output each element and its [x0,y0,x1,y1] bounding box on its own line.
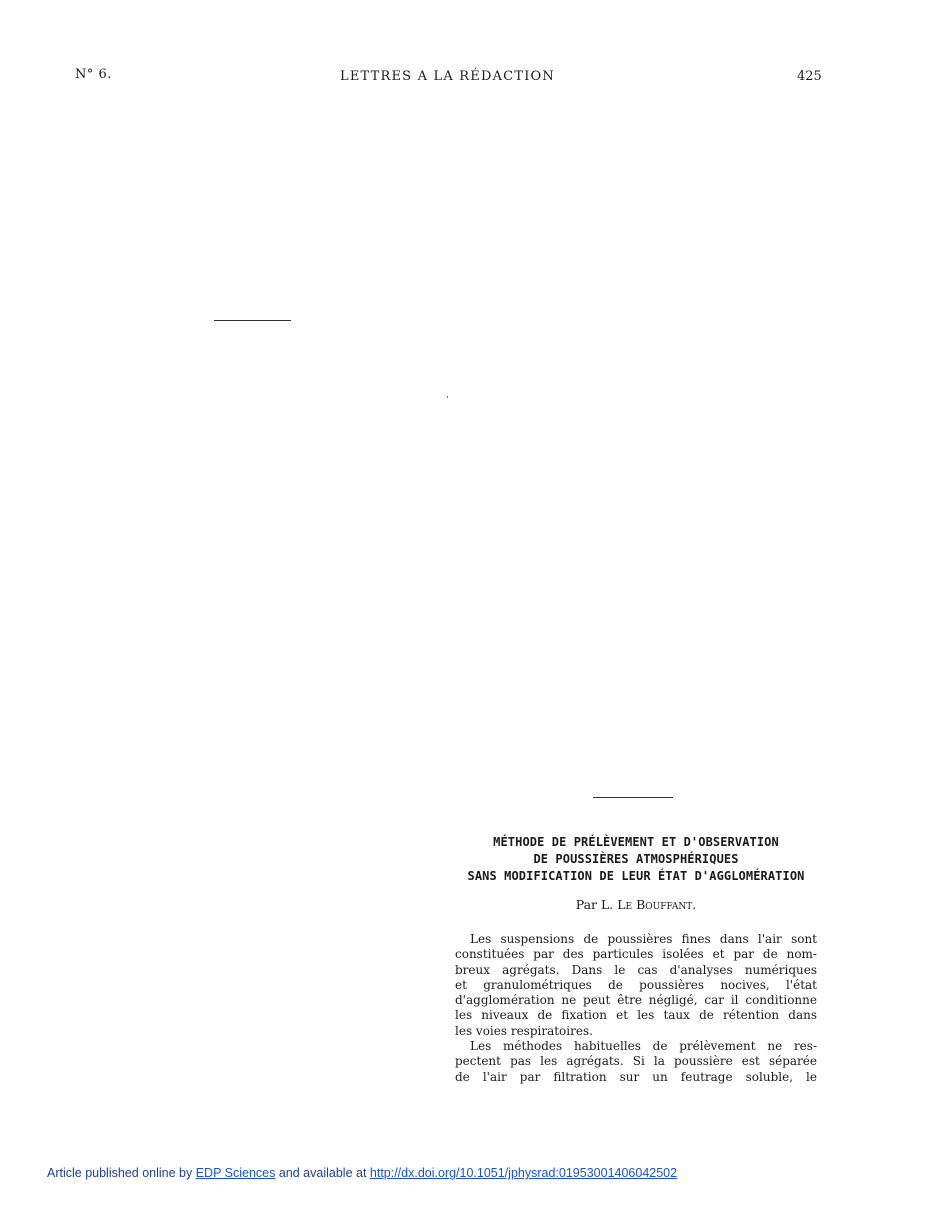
body-line: les voies respiratoires. [455,1023,593,1038]
article-title [455,834,817,885]
body-line: Les méthodes habituelles de prélèvement ne res- [470,1039,817,1054]
byline-prefix: Par L. [575,897,618,912]
body-line: d'agglomération ne peut être négligé, car il conditionne [455,993,817,1008]
article-title-line: MÉTHODE DE PRÉLÈVEMENT ET D'OBSERVATION [493,835,779,849]
body-line: pectent pas les agrégats. Si la poussière est séparée [455,1054,817,1069]
running-header-section: LETTRES A LA RÉDACTION [340,69,555,84]
body-line: les niveaux de fixation et les taux de rétention dans [455,1008,817,1023]
body-line: constituées par des particules isolées et par de nom- [455,947,817,962]
footer-prefix: Article published online by [47,1166,196,1180]
running-header-issue: N° 6. [75,67,112,82]
publisher-link[interactable]: EDP Sciences [195,1166,276,1180]
body-line: de l'air par filtration sur un feutrage soluble, le [455,1069,817,1084]
separator-rule-left [214,320,291,321]
separator-rule-right [593,797,673,798]
body-line: et granulométriques de poussières nocives, l'état [455,977,817,992]
article-title-line: DE POUSSIÈRES ATMOSPHÉRIQUES [533,852,739,866]
body-line: breux agrégats. Dans le cas d'analyses numériques [455,962,817,977]
article-body [455,932,817,1085]
footer-middle: and available at [275,1166,370,1180]
page-number: 425 [797,69,822,84]
scan-speck [447,396,448,398]
byline-author: Le Bouffant. [617,897,697,912]
publication-footer [47,1166,677,1180]
article-byline [455,897,817,912]
doi-link[interactable]: http://dx.doi.org/10.1051/jphysrad:01953001406042502 [369,1166,678,1180]
body-line: Les suspensions de poussières fines dans l'air sont [470,932,817,946]
article-title-line: SANS MODIFICATION DE LEUR ÉTAT D'AGGLOMÉRATION [467,869,805,883]
